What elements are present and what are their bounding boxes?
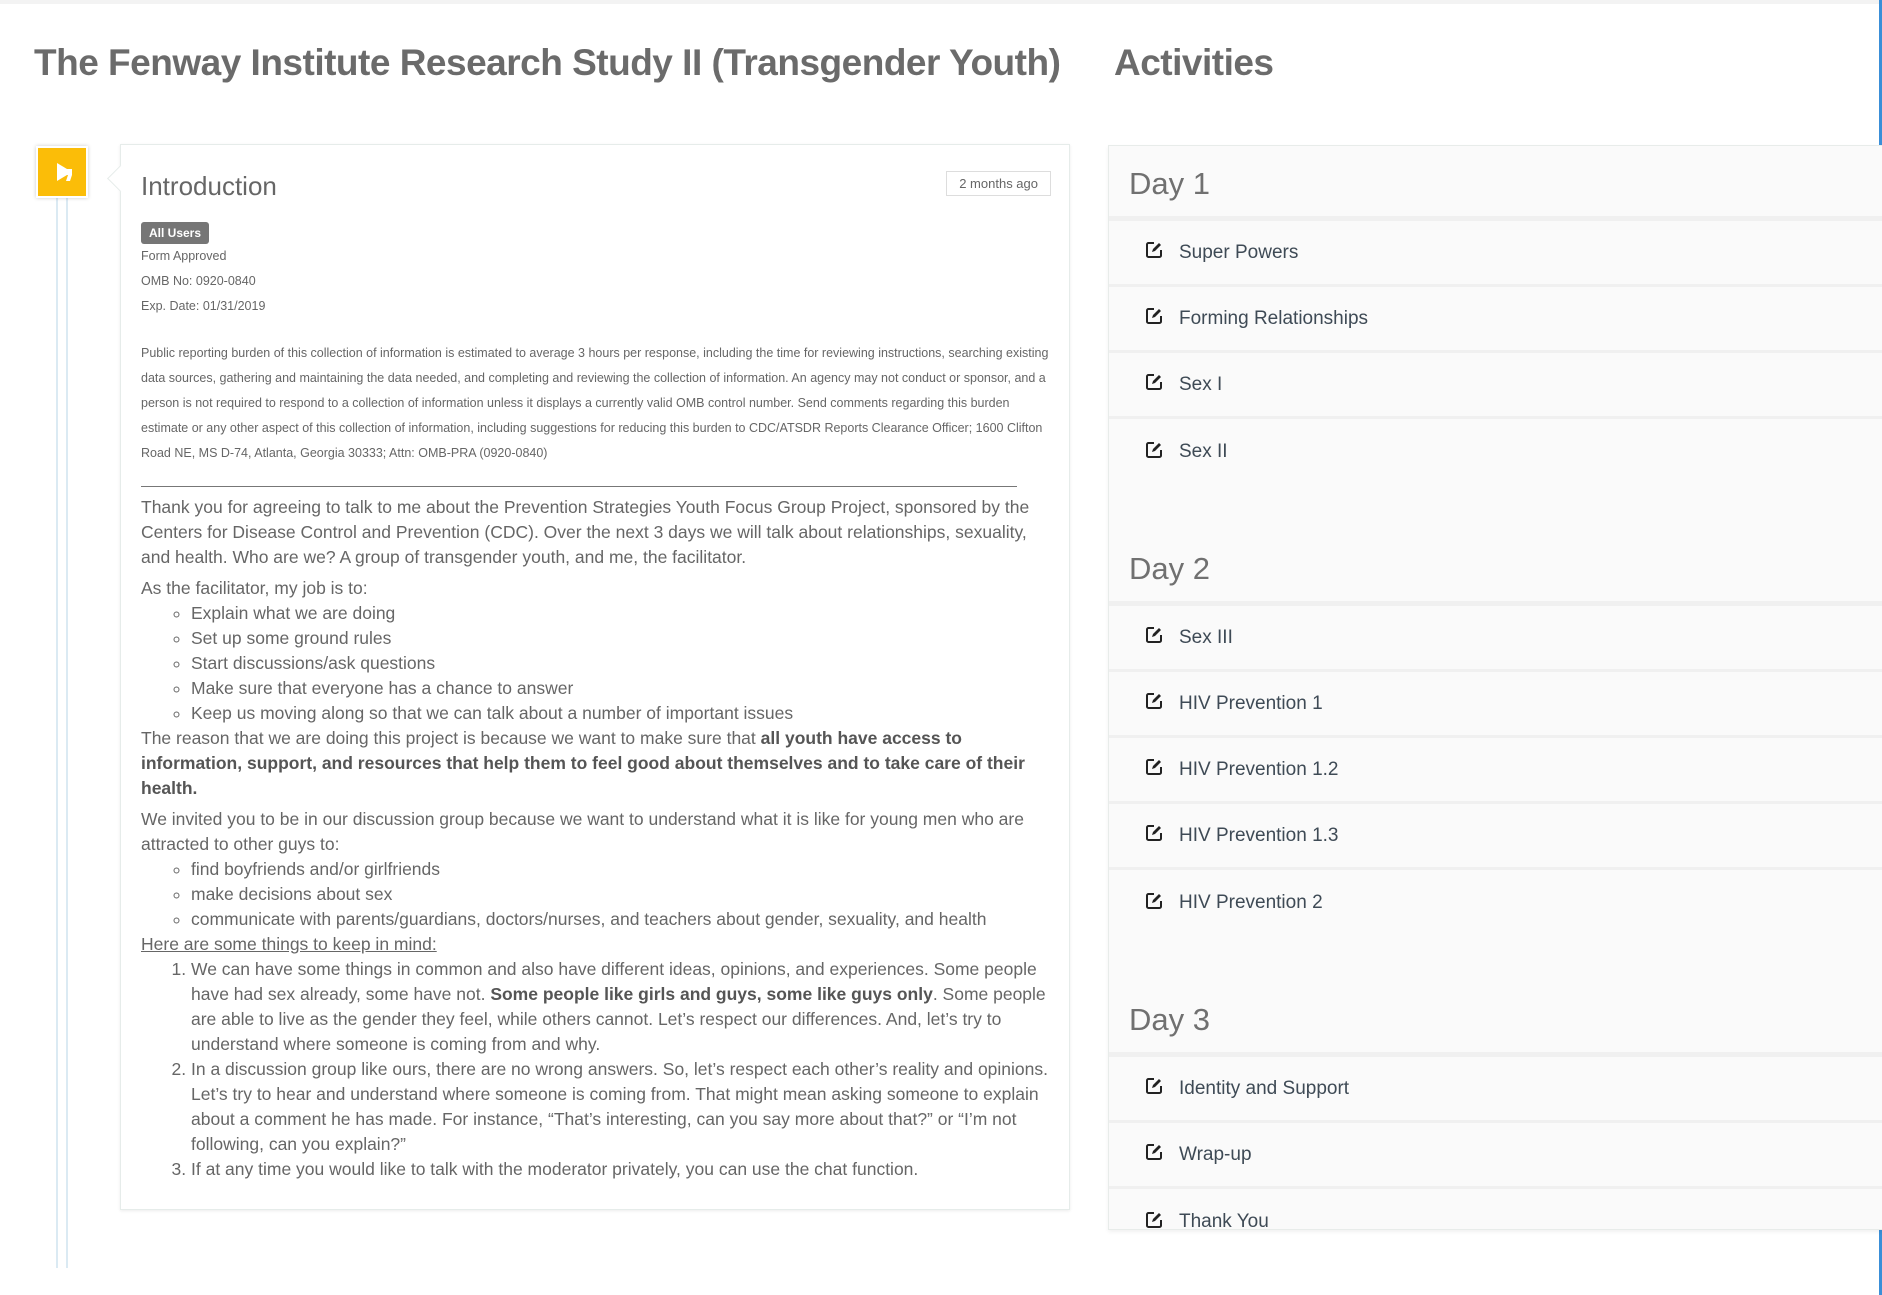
list-item [191,957,1049,1057]
activity-item[interactable] [1109,672,1882,738]
page-title: The Fenway Institute Research Study II (Transgender Youth) [34,42,1061,83]
intro-paragraph: Thank you for agreeing to talk to me about the Prevention Strategies Youth Focus Group Project, sponsored by the Centers for Disease Control and Prevention (CDC). Over the next 3 days we will talk about relationships, sexuality, and health. Who are we? A group of transgender youth, and me, the facilitator. [141,497,1030,567]
activities-panel [1108,145,1882,1230]
rule-text: We can have some things in common and also have different ideas, opinions, and experiences. Some people have had sex already, some have not. [191,959,1037,1004]
burden-disclaimer: Public reporting burden of this collection of information is estimated to average 3 hours per response, including the time for reviewing instructions, searching existing data sources, gathering and maintaining the data needed, and completing and reviewing the collection of information. An agency may not conduct or sponsor, and a person is not required to respond to a collection of information unless it displays a currently valid OMB control number. Send comments regarding this burden estimate or any other aspect of this collection of information, including suggestions for reducing this burden to CDC/ATSDR Reports Clearance Officer; 1600 Clifton Road NE, MS D-74, Atlanta, Georgia 30333; Attn: OMB-PRA (0920-0840) [141,346,1049,460]
activity-item[interactable] [1109,1057,1882,1123]
edit-icon [1145,1077,1163,1100]
job-lead: As the facilitator, my job is to: [141,578,368,598]
list-item: ◦ Make sure that everyone has a chance to answer [191,676,1049,701]
top-bar [0,0,1882,4]
post-timestamp: 2 months ago [946,171,1051,196]
rule-text: . Some people are able to live as the gender they feel, while others cannot. Let’s respect our differences. And, let’s try to understand where someone is coming from and why. [191,984,1046,1054]
edit-icon [1145,692,1163,715]
list-item: ◦ communicate with parents/guardians, doctors/nurses, and teachers about gender, sexuality, and health [191,907,1049,932]
day-heading: Day 3 [1109,982,1882,1057]
post-body [141,495,1049,1182]
day-group [1109,982,1882,1255]
activity-label: HIV Prevention 1.2 [1179,758,1339,780]
invite-paragraph: We invited you to be in our discussion group because we want to understand what it is like for young men who are attracted to other guys to: [141,809,1024,854]
day-group [1109,146,1882,485]
activity-label: Thank You [1179,1211,1269,1232]
day-group [1109,531,1882,936]
activity-item[interactable] [1109,353,1882,419]
invite-list [191,857,1049,932]
job-list [191,601,1049,726]
timeline-line [56,198,68,1268]
reason-paragraph [141,726,1049,801]
list-item: 3. If at any time you would like to talk with the moderator privately, you can use the chat function. [191,1157,1049,1182]
edit-icon [1145,441,1163,464]
edit-icon [1145,824,1163,847]
edit-icon [1145,892,1163,915]
list-item: ◦ Explain what we are doing [191,601,1049,626]
day-heading: Day 2 [1109,531,1882,606]
activity-item[interactable] [1109,1189,1882,1255]
keep-in-mind-heading: Here are some things to keep in mind: [141,934,437,954]
activity-item[interactable] [1109,287,1882,353]
activity-item[interactable] [1109,221,1882,287]
activity-label: Sex I [1179,373,1223,395]
rules-list [191,957,1049,1182]
edit-icon [1145,1211,1163,1234]
list-item: ◦ Set up some ground rules [191,626,1049,651]
activity-item[interactable] [1109,738,1882,804]
activity-label: Identity and Support [1179,1077,1350,1099]
edit-icon [1145,241,1163,264]
list-item: ◦ Keep us moving along so that we can talk about a number of important issues [191,701,1049,726]
reason-text: The reason that we are doing this project is because we want to make sure that [141,728,761,748]
list-item: ◦ find boyfriends and/or girlfriends [191,857,1049,882]
edit-icon [1145,373,1163,396]
edit-icon [1145,626,1163,649]
audience-badge: All Users [141,222,209,244]
edit-icon [1145,1143,1163,1166]
activity-label: Sex III [1179,626,1233,648]
activity-item[interactable] [1109,419,1882,485]
post-title: Introduction [141,171,277,201]
activity-item[interactable] [1109,804,1882,870]
meta-line: Exp. Date: 01/31/2019 [141,299,266,313]
rule-bold: Some people like girls and guys, some like guys only [490,984,933,1004]
activity-item[interactable] [1109,606,1882,672]
edit-icon [1145,758,1163,781]
activity-label: Sex II [1179,441,1228,462]
meta-line: Form Approved [141,249,227,263]
list-item: ◦ Start discussions/ask questions [191,651,1049,676]
activity-label: HIV Prevention 2 [1179,892,1323,913]
activity-label: Super Powers [1179,241,1299,263]
activity-label: HIV Prevention 1 [1179,692,1323,714]
introduction-post [120,144,1070,1210]
activity-item[interactable] [1109,870,1882,936]
reason-bold: all youth have access to information, support, and resources that help them to feel good about themselves and to take care of their health. [141,728,1025,798]
activities-title: Activities [1114,42,1274,83]
activity-item[interactable] [1109,1123,1882,1189]
megaphone-icon [49,160,75,184]
divider [141,486,1017,487]
announcement-badge [36,146,88,198]
list-item: ◦ make decisions about sex [191,882,1049,907]
day-heading: Day 1 [1109,146,1882,221]
activity-label: Forming Relationships [1179,307,1369,329]
meta-line: OMB No: 0920-0840 [141,274,256,288]
activity-label: Wrap-up [1179,1143,1252,1165]
edit-icon [1145,307,1163,330]
activity-label: HIV Prevention 1.3 [1179,824,1339,846]
list-item: 2. In a discussion group like ours, there are no wrong answers. So, let’s respect each other’s reality and opinions. Let’s try to hear and understand where someone is coming from. That might mean asking someone to explain about a comment he has made. For instance, “That’s interesting, can you say more about that?” or “I’m not following, can you explain?” [191,1057,1049,1157]
form-meta [141,244,1049,319]
